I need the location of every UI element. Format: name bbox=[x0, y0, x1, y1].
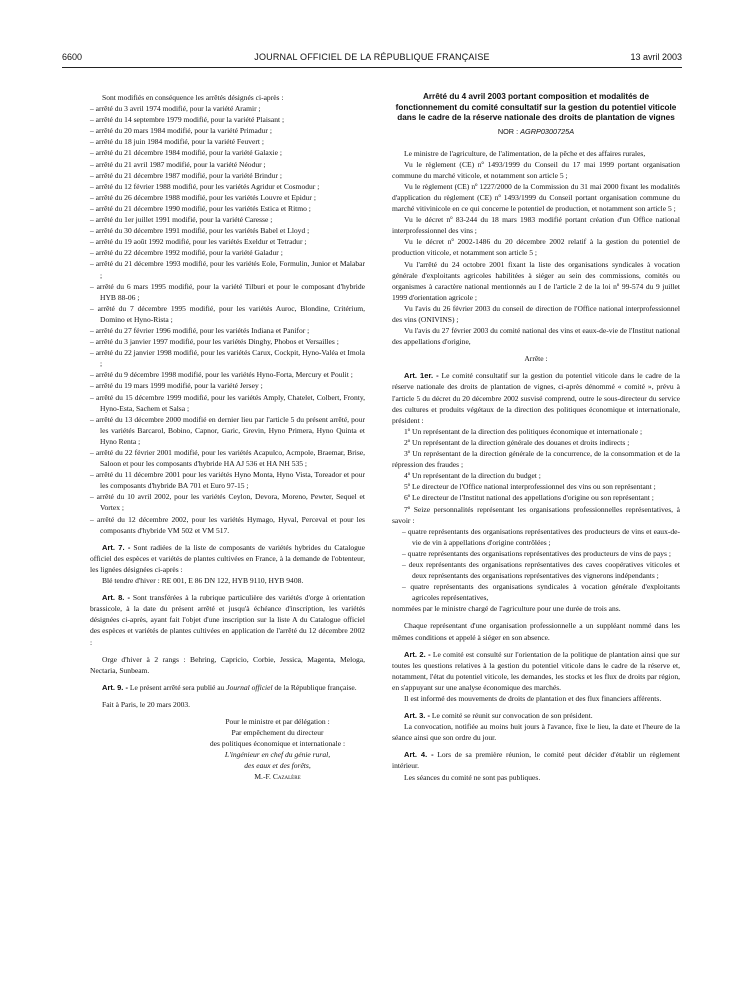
decree-list-item: – arrêté du 3 janvier 1997 modifié, pour les variétés Dinghy, Phobos et Versailles ; bbox=[90, 336, 365, 347]
article-9-label: Art. 9. - bbox=[102, 682, 128, 692]
substitute-text: Chaque représentant d'une organisation professionnelle a un suppléant nommé dans les mêmes conditions et appelé à siéger en son absence. bbox=[392, 621, 680, 642]
decree-list-item: – arrêté du 18 juin 1984 modifié, pour la variété Feuvert ; bbox=[90, 136, 365, 147]
decree-list-item: – arrêté du 22 février 2001 modifié, pour les variétés Acapulco, Acmpole, Braemar, Brise, Saloon et pour les composants d'hybride HA AJ 536 et HA NH 535 ; bbox=[90, 447, 365, 469]
article-8: Art. 8. - Sont transférées à la rubrique particulière des variétés d'orge à orientation brassicole, à la date du présent arrêté et jusqu'à échéance d'inscription, les variétés désignées ci-après, ayant fait l'objet d'une inscription sur la liste A du Catalogue officiel des espèces et variétés de plantes cultivées en application de l'arrêté du 12 décembre 2002 : bbox=[90, 593, 366, 647]
nor-reference: NOR : AGRP0300725A bbox=[497, 126, 575, 136]
visa-paragraph: Vu l'avis du 26 février 2003 du conseil de direction de l'Office national interprofessionnel des vins (ONIVINS) ; bbox=[392, 303, 680, 324]
article-3-label: Art. 3. - bbox=[404, 711, 430, 721]
nomination-text: nommées par le ministre chargé de l'agriculture pour une durée de trois ans. bbox=[392, 604, 621, 614]
decree-list-item: – arrêté du 21 décembre 1984 modifié, pour la variété Galaxie ; bbox=[90, 147, 365, 158]
decree-list-item: – arrêté du 30 décembre 1991 modifié, pour les variétés Babel et Lloyd ; bbox=[90, 225, 365, 236]
intro-text: Sont modifiés en conséquence les arrêtés désignés ci-après : bbox=[102, 93, 284, 102]
article-4-label: Art. 4. - bbox=[404, 750, 434, 760]
representatives-sublist bbox=[392, 526, 680, 604]
arrete-heading: Arrête : bbox=[524, 354, 548, 364]
article-2-extra: Il est informé des mouvements de droits de plantation et des flux financiers afférents. bbox=[404, 694, 662, 703]
decree-list-item: – arrêté du 27 février 1996 modifié, pour les variétés Indiana et Panifor ; bbox=[90, 325, 365, 336]
representative-item: – quatre représentants des organisations représentatives des producteurs de vins et eaux-de-vie de vin à appellations d'origine contrôlées ; bbox=[392, 526, 680, 548]
article-4: Art. 4. - Lors de sa première réunion, le comité peut décider d'établir un règlement intérieur. bbox=[392, 750, 680, 771]
decree-list-item: – arrêté du 10 avril 2002, pour les variétés Ceylon, Devora, Moreno, Pewter, Sequel et Vortex ; bbox=[90, 491, 365, 513]
decree-list-item: – arrêté du 26 décembre 1988 modifié, pour les variétés Louvre et Epidur ; bbox=[90, 192, 365, 203]
decree-list-item: – arrêté du 21 avril 1987 modifié, pour la variété Néodur ; bbox=[90, 159, 365, 170]
decree-list-item: – arrêté du 1er juillet 1991 modifié, pour la variété Caresse ; bbox=[90, 214, 365, 225]
article-9: Art. 9. - Le présent arrêté sera publié au Journal officiel de la République française. bbox=[102, 682, 357, 692]
article-4-extra: Les séances du comité ne sont pas publiques. bbox=[404, 772, 541, 782]
article-7-detail: Blé tendre d'hiver : RE 001, E 86 DN 122, HYB 9110, HYB 9408. bbox=[102, 576, 304, 586]
decree-list-item: – arrêté du 14 septembre 1979 modifié, pour la variété Plaisant ; bbox=[90, 114, 365, 125]
decree-list-item: – arrêté du 21 décembre 1993 modifié, pour les variétés Eole, Formulin, Junior et Malabar ; bbox=[90, 258, 365, 280]
article-3-extra: La convocation, notifiée au moins huit jours à l'avance, fixe le lieu, la date et l'heure de la séance ainsi que son ordre du jour. bbox=[392, 722, 680, 743]
member-item: 4º Un représentant de la direction du budget ; bbox=[404, 471, 541, 481]
decree-list-item: – arrêté du 12 décembre 2002, pour les variétés Hymago, Hyval, Perceval et pour les composants d'hybride VM 502 et VM 517. bbox=[90, 514, 365, 536]
decree-list-item: – arrêté du 15 décembre 1999 modifié, pour les variétés Amply, Chatelet, Colbert, Fronty, Hyno-Esta, Sachem et Salsa ; bbox=[90, 392, 365, 414]
article-1: Art. 1er. - Le comité consultatif sur la gestion du potentiel viticole dans le cadre de la réserve nationale des droits de plantation de vignes, ci-après dénommé « comité », prévu à l'article 5 du décret du 20 décembre 2002 susvisé comprend, outre le sous-directeur du service des cultures et produits végétaux de la direction des politiques économique et internationale, président : bbox=[392, 371, 680, 425]
decree-list-item: – arrêté du 22 décembre 1992 modifié, pour la variété Galadur ; bbox=[90, 247, 365, 258]
page-number: 6600 bbox=[62, 52, 83, 62]
decree-list-item: – arrêté du 12 février 1988 modifié, pour les variétés Agridur et Cosmodur ; bbox=[90, 181, 365, 192]
decree-list-item: – arrêté du 3 avril 1974 modifié, pour la variété Aramir ; bbox=[90, 103, 365, 114]
right-column bbox=[392, 92, 680, 783]
decree-list-item: – arrêté du 9 décembre 1998 modifié, pour les variétés Hyno-Forta, Mercury et Poulit ; bbox=[90, 369, 365, 380]
representative-item: – quatre représentants des organisations représentatives des producteurs de vins de pays ; bbox=[392, 548, 680, 559]
decree-list-item: – arrêté du 22 janvier 1998 modifié, pour les variétés Carux, Cockpit, Hyno-Valéa et Imola ; bbox=[90, 347, 365, 369]
article-8-detail: Orge d'hiver à 2 rangs : Behring, Capricio, Corbie, Jessica, Magenta, Meloga, Nectaria, Sunbeam. bbox=[90, 654, 365, 675]
decree-list-item: – arrêté du 21 décembre 1987 modifié, pour la variété Brindur ; bbox=[90, 170, 365, 181]
decree-list-item: – arrêté du 21 décembre 1990 modifié, pour les variétés Estica et Ritmo ; bbox=[90, 203, 365, 214]
committee-members bbox=[392, 426, 680, 526]
left-column bbox=[90, 92, 365, 783]
page-header bbox=[62, 52, 682, 66]
article-7-label: Art. 7. - bbox=[102, 542, 131, 552]
member-item: 2º Un représentant de la direction générale des douanes et droits indirects ; bbox=[404, 437, 630, 447]
decree-list-item: – arrêté du 19 mars 1999 modifié, pour la variété Jersey ; bbox=[90, 380, 365, 391]
decree-list-item: – arrêté du 20 mars 1984 modifié, pour la variété Primadur ; bbox=[90, 125, 365, 136]
signature-block: Pour le ministre et par délégation : Par empêchement du directeur des politiques économique et internationale : L'ingénieur en chef du génie rural, des eaux et des forêts, M.-F. Cazalère bbox=[190, 716, 365, 783]
decree-list-item: – arrêté du 6 mars 1995 modifié, pour la variété Tilburi et pour le composant d'hybride HYB 88-06 ; bbox=[90, 281, 365, 303]
representative-item: – quatre représentants des organisations syndicales à vocation générale d'exploitants agricoles représentatives, bbox=[392, 581, 680, 603]
header-rule bbox=[62, 67, 682, 68]
decree-list-item: – arrêté du 13 décembre 2000 modifié en dernier lieu par l'article 5 du présent arrêté, pour les variétés Barcarol, Bobino, Capnor, Garic, Grevin, Hyno Primera, Hyno Quinta et Hyno Renta ; bbox=[90, 414, 365, 447]
article-8-label: Art. 8. - bbox=[102, 593, 131, 603]
article-1-label: Art. 1er. - bbox=[404, 371, 439, 381]
decree-list-item: – arrêté du 7 décembre 1995 modifié, pour les variétés Auroc, Blondine, Critérium, Domino et Hyno-Rista ; bbox=[90, 303, 365, 325]
member-item: 6º Le directeur de l'Institut national des appellations d'origine ou son représentant ; bbox=[404, 493, 654, 503]
place-date: Fait à Paris, le 20 mars 2003. bbox=[102, 699, 191, 709]
signatory-name: M.-F. Cazalère bbox=[254, 772, 301, 782]
visa-paragraph: Le ministre de l'agriculture, de l'alimentation, de la pêche et des affaires rurales, bbox=[404, 148, 646, 158]
visas-list bbox=[392, 148, 680, 348]
article-7: Art. 7. - Sont radiées de la liste de composants de variétés hybrides du Catalogue officiel des espèces et variétés de plantes cultivées en France, à la demande de l'obtenteur, les lignées désignées ci-après : bbox=[90, 542, 365, 574]
member-item: 1º Un représentant de la direction des politiques économique et internationale ; bbox=[404, 426, 643, 436]
article-3: Art. 3. - Le comité se réunit sur convocation de son président. bbox=[404, 711, 593, 721]
member-item: 7º Seize personnalités représentant les organisations professionnelles représentatives, à savoir : bbox=[392, 504, 680, 525]
article-2: Art. 2. - Le comité est consulté sur l'orientation de la politique de plantation ainsi que sur toutes les questions relatives à la gestion du potentiel viticole dans le cadre de la réserve et, notamment, l'état du potentiel viticole, les demandes, les stocks et les flux de droits par région, en s'appuyant sur une analyse économique des marchés. bbox=[392, 649, 680, 692]
visa-paragraph: Vu le décret nº 2002-1486 du 20 décembre 2002 relatif à la gestion du potentiel de production viticole, et notamment son article 5 ; bbox=[392, 237, 680, 258]
member-item: 3º Un représentant de la direction générale de la concurrence, de la consommation et de la répression des fraudes ; bbox=[392, 449, 680, 470]
issue-date: 13 avril 2003 bbox=[630, 52, 682, 62]
visa-paragraph: Vu l'avis du 27 février 2003 du comité national des vins et eaux-de-vie de l'Institut national des appellations d'origine, bbox=[392, 326, 680, 347]
visa-paragraph: Vu le règlement (CE) nº 1493/1999 du Conseil du 17 mai 1999 portant organisation commune du marché viticole, et notamment son article 5 ; bbox=[392, 159, 680, 180]
decree-title: Arrêté du 4 avril 2003 portant composition et modalités de fonctionnement du comité consultatif sur la gestion du potentiel viticole dans le cadre de la réserve nationale des droits de plantation de vignes bbox=[395, 92, 677, 122]
article-2-label: Art. 2. - bbox=[404, 649, 431, 659]
representative-item: – deux représentants des organisations représentatives des caves coopératives viticoles et deux représentants des organisations représentatives des vignerons indépendants ; bbox=[392, 559, 680, 581]
visa-paragraph: Vu le décret nº 83-244 du 18 mars 1983 modifié portant création d'un Office national interprofessionnel des vins ; bbox=[392, 215, 680, 236]
visa-paragraph: Vu l'arrêté du 24 octobre 2001 fixant la liste des organisations syndicales à vocation générale d'exploitants agricoles habilitées à siéger au sein des commissions, comités ou organismes à caractère national mentionnés au I de l'article 2 de la loi nº 99-574 du 9 juillet 1999 d'orientation agricole ; bbox=[392, 259, 680, 302]
visa-paragraph: Vu le règlement (CE) nº 1227/2000 de la Commission du 31 mai 2000 fixant les modalités d'application du règlement (CE) nº 1493/1999 du Conseil portant organisation commune du marché vitivinicole en ce qui concerne le potentiel de production, et notamment son article 5 ; bbox=[392, 181, 680, 214]
decree-list-item: – arrêté du 11 décembre 2001 pour les variétés Hyno Monta, Hyno Vista, Toreador et pour les composants d'hybride BA 701 et Euro 97-15 ; bbox=[90, 469, 365, 491]
modified-decrees-list bbox=[90, 103, 365, 536]
journal-title: JOURNAL OFFICIEL DE LA RÉPUBLIQUE FRANÇAISE bbox=[254, 52, 490, 62]
decree-list-item: – arrêté du 19 août 1992 modifié, pour les variétés Exeldur et Tetradur ; bbox=[90, 236, 365, 247]
member-item: 5º Le directeur de l'Office national interprofessionnel des vins ou son représentant ; bbox=[404, 482, 656, 492]
